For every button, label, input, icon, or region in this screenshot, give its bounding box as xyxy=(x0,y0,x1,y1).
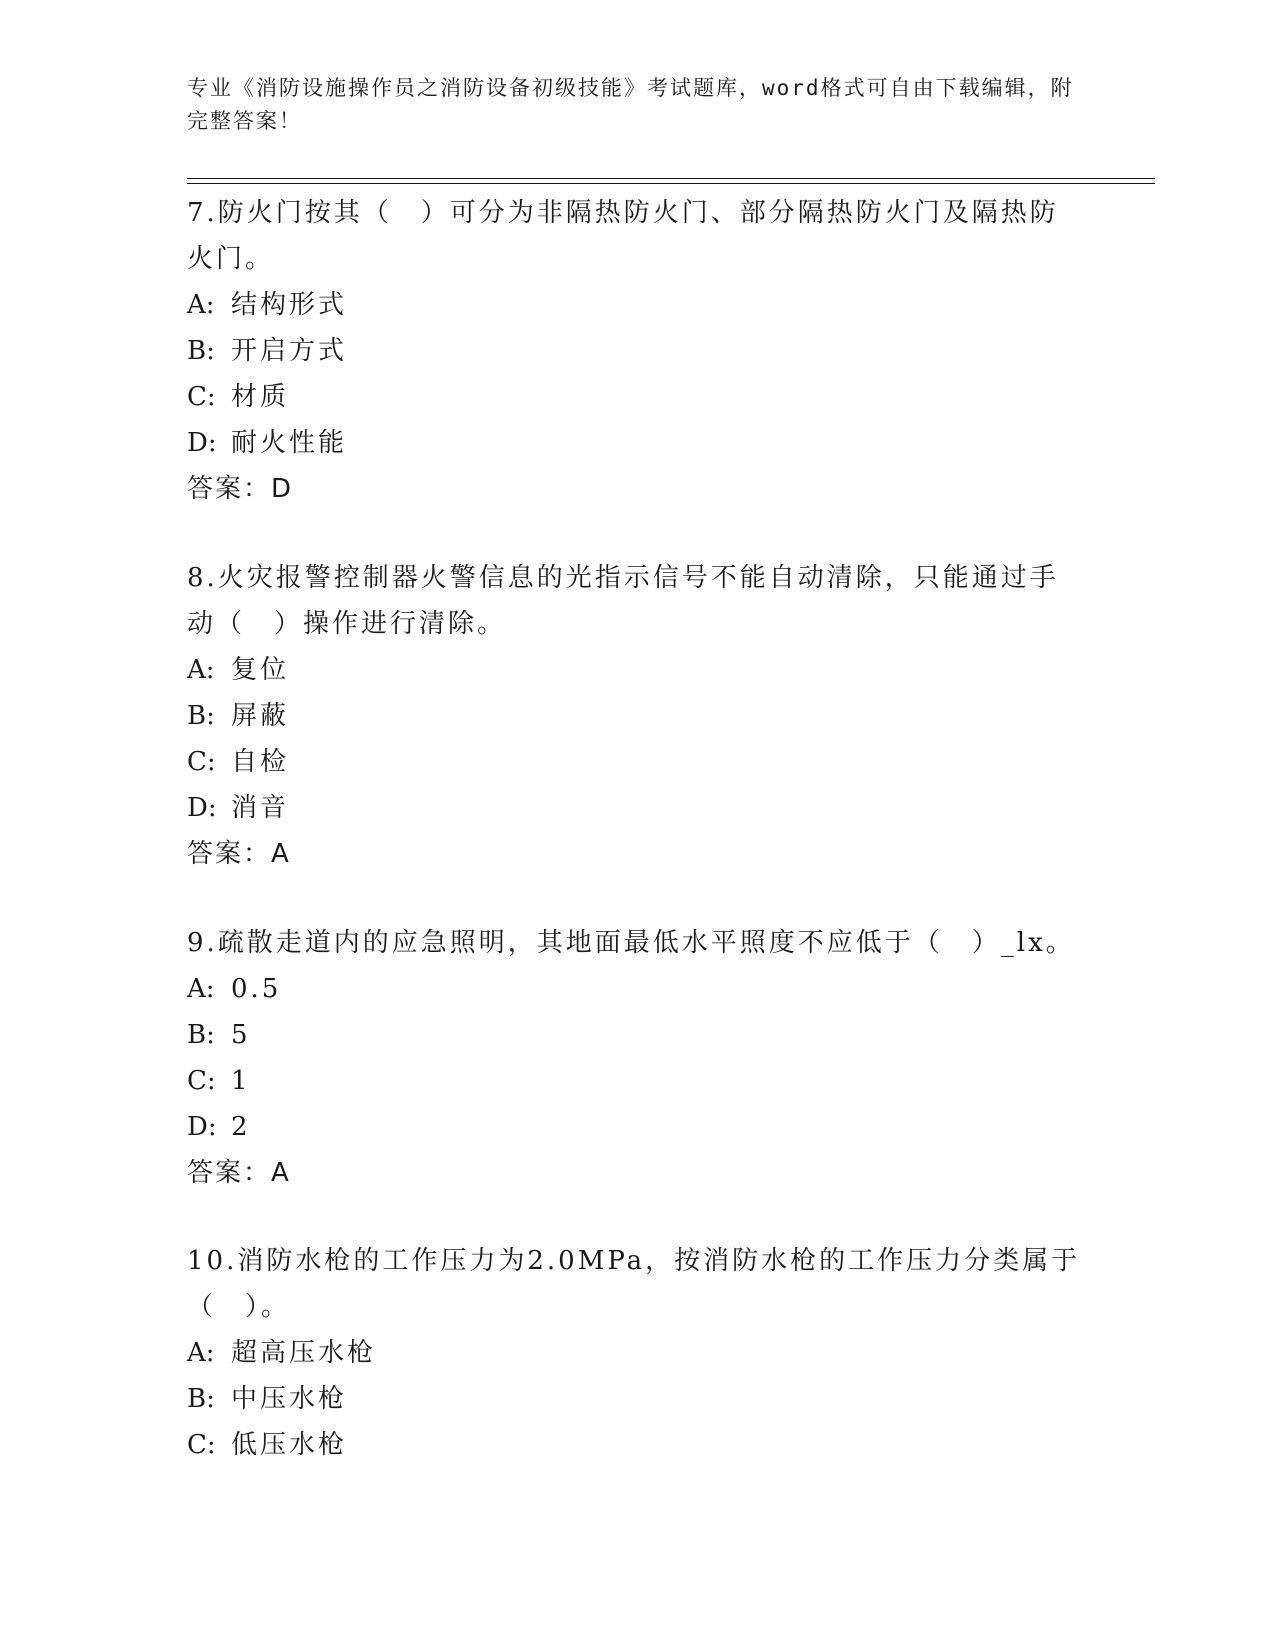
option-c xyxy=(187,739,1087,785)
option-letter: A: xyxy=(187,290,215,320)
answer-label: 答案： xyxy=(187,839,272,869)
option-a xyxy=(187,1330,1087,1376)
option-text: 5 xyxy=(231,1020,251,1050)
option-a xyxy=(187,966,1087,1012)
answer-line xyxy=(187,831,1087,877)
option-text: 中压水枪 xyxy=(231,1384,348,1414)
question-8 xyxy=(187,555,1087,877)
option-letter: C: xyxy=(187,1430,216,1460)
answer-line xyxy=(187,1150,1087,1196)
option-d xyxy=(187,785,1087,831)
option-text: 结构形式 xyxy=(231,290,348,320)
option-letter: B: xyxy=(187,336,215,366)
option-letter: C: xyxy=(187,1066,216,1096)
question-stem: 7.防火门按其（ ）可分为非隔热防火门、部分隔热防火门及隔热防火门。 xyxy=(187,198,1059,274)
option-text: 0.5 xyxy=(231,974,282,1004)
option-letter: A: xyxy=(187,655,215,685)
option-b xyxy=(187,328,1087,374)
option-text: 1 xyxy=(231,1066,251,1096)
question-stem: 9.疏散走道内的应急照明，其地面最低水平照度不应低于（ ）_lx。 xyxy=(187,928,1075,958)
option-text: 材质 xyxy=(231,382,290,412)
question-stem: 10.消防水枪的工作压力为2.0MPa，按消防水枪的工作压力分类属于（ ）。 xyxy=(187,1246,1081,1322)
option-text: 屏蔽 xyxy=(231,701,290,731)
option-d xyxy=(187,1104,1087,1150)
question-7 xyxy=(187,190,1087,512)
answer-value: A xyxy=(271,1158,291,1188)
option-text: 2 xyxy=(231,1112,251,1142)
option-letter: B: xyxy=(187,701,215,731)
option-b xyxy=(187,1012,1087,1058)
option-letter: D: xyxy=(187,1112,217,1142)
answer-label: 答案： xyxy=(187,1158,272,1188)
option-d xyxy=(187,420,1087,466)
option-letter: B: xyxy=(187,1384,215,1414)
option-text: 低压水枪 xyxy=(231,1430,348,1460)
header-divider-bottom xyxy=(187,183,1155,184)
option-c xyxy=(187,1422,1087,1468)
option-b xyxy=(187,693,1087,739)
option-text: 自检 xyxy=(231,747,290,777)
question-9 xyxy=(187,920,1087,1196)
option-letter: A: xyxy=(187,1338,215,1368)
option-c xyxy=(187,374,1087,420)
option-text: 消音 xyxy=(231,793,290,823)
answer-value: A xyxy=(271,839,291,869)
option-a xyxy=(187,282,1087,328)
answer-line xyxy=(187,466,1087,512)
option-letter: D: xyxy=(187,793,217,823)
option-letter: D: xyxy=(187,428,217,458)
option-letter: A: xyxy=(187,974,215,1004)
option-text: 开启方式 xyxy=(231,336,348,366)
answer-label: 答案： xyxy=(187,474,272,504)
option-text: 超高压水枪 xyxy=(231,1338,377,1368)
option-c xyxy=(187,1058,1087,1104)
option-text: 复位 xyxy=(231,655,290,685)
question-stem: 8.火灾报警控制器火警信息的光指示信号不能自动清除，只能通过手动（ ）操作进行清除。 xyxy=(187,563,1059,639)
option-letter: B: xyxy=(187,1020,215,1050)
option-a xyxy=(187,647,1087,693)
option-letter: C: xyxy=(187,382,216,412)
option-text: 耐火性能 xyxy=(231,428,348,458)
answer-value: D xyxy=(271,474,294,504)
option-letter: C: xyxy=(187,747,216,777)
option-b xyxy=(187,1376,1087,1422)
header-divider-top xyxy=(187,178,1155,179)
document-header: 专业《消防设施操作员之消防设备初级技能》考试题库，word格式可自由下载编辑，附完整答案！ xyxy=(187,76,1074,133)
question-10 xyxy=(187,1238,1087,1468)
